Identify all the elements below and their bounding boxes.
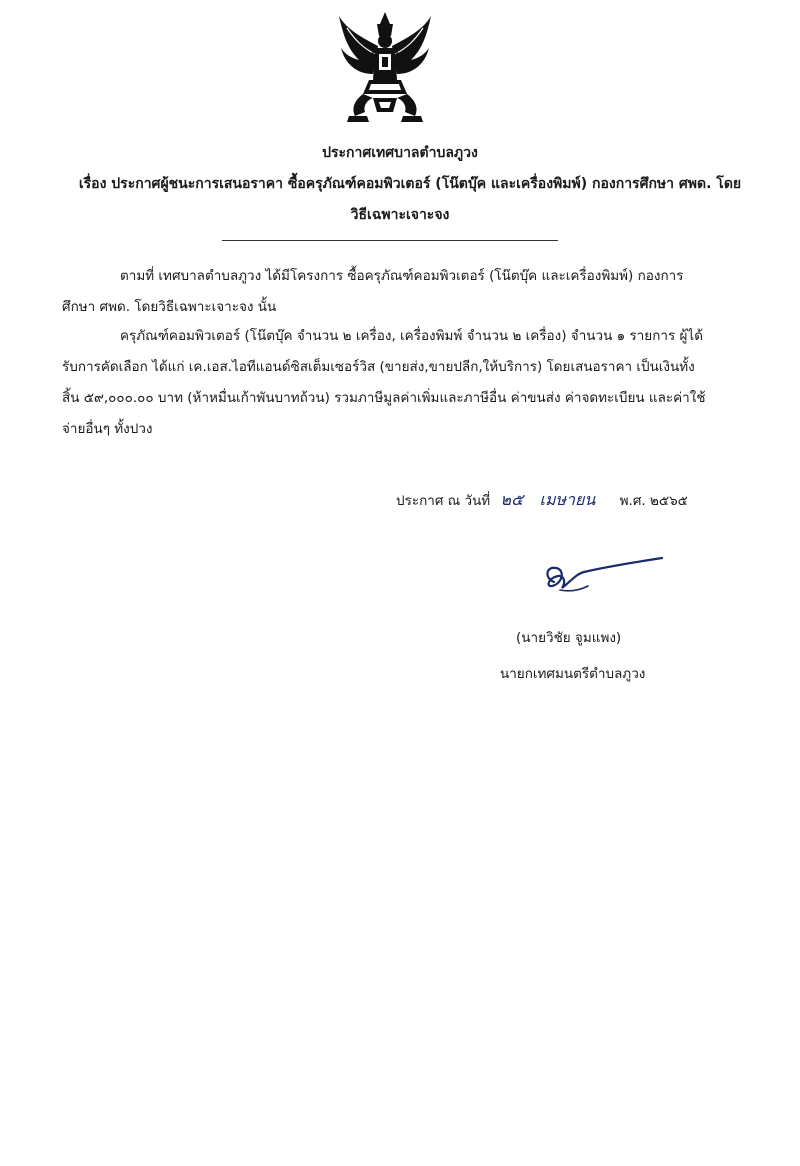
paragraph-2-line-2: รับการคัดเลือก ได้แก่ เค.เอส.ไอทีแอนด์ซิสเต็มเซอร์วิส (ขายส่ง,ขายปลีก,ให้บริการ) โดยเสนอราคา เป็นเงินทั้ง <box>62 359 695 375</box>
announcement-subject: เรื่อง ประกาศผู้ชนะการเสนอราคา ซื้อครุภัณฑ์คอมพิวเตอร์ (โน๊ตบุ๊ค และเครื่องพิมพ์) กองการศึกษา ศพด. โดย <box>78 176 742 192</box>
announcement-title: ประกาศเทศบาลตำบลภูวง <box>322 145 478 161</box>
handwritten-month: เมษายน <box>539 490 596 509</box>
paragraph-2-line-3: สิ้น ๕๙,๐๐๐.๐๐ บาท (ห้าหมื่นเก้าพันบาทถ้วน) รวมภาษีมูลค่าเพิ่มและภาษีอื่น ค่าขนส่ง ค่าจดทะเบียน และค่าใช้ <box>62 390 706 406</box>
signer-position: นายกเทศมนตรีตำบลภูวง <box>500 666 646 682</box>
handwritten-day: ๒๕ <box>500 490 524 509</box>
paragraph-1-line-2: ศึกษา ศพด. โดยวิธีเฉพาะเจาะจง นั้น <box>62 299 277 315</box>
announcement-subject-continued: วิธีเฉพาะเจาะจง <box>350 207 450 223</box>
garuda-emblem-icon <box>333 8 437 126</box>
paragraph-2-line-4: จ่ายอื่นๆ ทั้งปวง <box>62 421 153 437</box>
handwritten-signature-icon <box>540 552 665 600</box>
paragraph-1-line-1: ตามที่ เทศบาลตำบลภูวง ได้มีโครงการ ซื้อครุภัณฑ์คอมพิวเตอร์ (โน๊ตบุ๊ค และเครื่องพิมพ์) กองการ <box>120 268 684 284</box>
signer-name: (นายวิชัย จูมแพง) <box>516 630 622 646</box>
date-prefix: ประกาศ ณ วันที่ <box>396 493 491 509</box>
paragraph-2-line-1: ครุภัณฑ์คอมพิวเตอร์ (โน๊ตบุ๊ค จำนวน ๒ เครื่อง, เครื่องพิมพ์ จำนวน ๒ เครื่อง) จำนวน ๑ รายการ ผู้ได้ <box>120 328 703 344</box>
header-divider <box>222 240 558 241</box>
announcement-date <box>396 488 688 513</box>
year-value: ๒๕๖๕ <box>649 493 688 509</box>
era-label: พ.ศ. <box>619 493 646 509</box>
